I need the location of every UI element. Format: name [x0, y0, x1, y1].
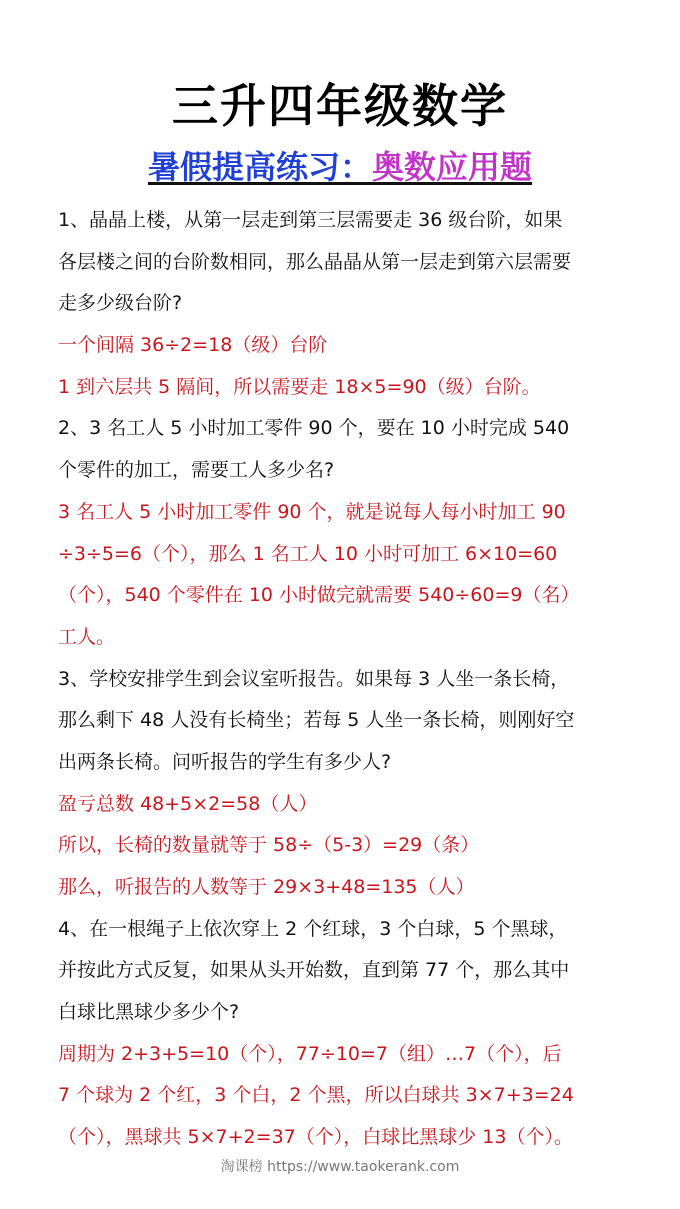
answer-line: 那么，听报告的人数等于 29×3+48=135（人） — [58, 876, 475, 898]
question-line: 那么剩下 48 人没有长椅坐；若每 5 人坐一条长椅，则刚好空 — [58, 709, 575, 732]
question-line: 出两条长椅。问听报告的学生有多少人? — [58, 750, 392, 773]
answer-line: 所以，长椅的数量就等于 58÷（5-3）=29（条） — [58, 834, 480, 857]
answer-line: ÷3÷5=6（个），那么 1 名工人 10 小时可加工 6×10=60 — [58, 542, 558, 565]
answer-line: 1 到六层共 5 隔间，所以需要走 18×5=90（级）台阶。 — [58, 375, 541, 398]
answer-line: （个），黑球共 5×7+2=37（个），白球比黑球少 13（个）。 — [58, 1126, 573, 1149]
page-subtitle — [0, 144, 680, 190]
question-line: 白球比黑球少多少个? — [58, 1001, 240, 1024]
question-line: 并按此方式反复，如果从头开始数，直到第 77 个，那么其中 — [58, 959, 570, 982]
question-line: 各层楼之间的台阶数相同，那么晶晶从第一层走到第六层需要 — [58, 250, 572, 273]
question-line: 4、在一根绳子上依次穿上 2 个红球，3 个白球，5 个黑球， — [58, 917, 568, 940]
answer-line: 周期为 2+3+5=10（个），77÷10=7（组）…7（个），后 — [58, 1042, 562, 1065]
answer-line: 工人。 — [58, 625, 116, 648]
subtitle-part-topic: 奥数应用题 — [372, 148, 533, 186]
answer-line: 7 个球为 2 个红，3 个白，2 个黑，所以白球共 3×7+3=24 — [58, 1084, 574, 1107]
subtitle-part-practice: 暑假提高练习： — [147, 148, 372, 186]
answer-line: 3 名工人 5 小时加工零件 90 个，就是说每人每小时加工 90 — [58, 500, 566, 523]
question-line: 3、学校安排学生到会议室听报告。如果每 3 人坐一条长椅， — [58, 667, 570, 690]
watermark-footer: 淘课榜 https://www.taokerank.com — [220, 1159, 460, 1175]
question-line: 1、晶晶上楼，从第一层走到第三层需要走 36 级台阶，如果 — [58, 209, 563, 231]
page-title: 三升四年级数学 — [172, 79, 508, 133]
answer-line: （个），540 个零件在 10 小时做完就需要 540÷60=9（名） — [58, 584, 580, 607]
question-line: 2、3 名工人 5 小时加工零件 90 个，要在 10 小时完成 540 — [58, 417, 570, 440]
answer-line: 一个间隔 36÷2=18（级）台阶 — [58, 334, 328, 357]
answer-line: 盈亏总数 48+5×2=58（人） — [58, 792, 318, 815]
question-line: 个零件的加工，需要工人多少名? — [58, 459, 335, 482]
question-line: 走多少级台阶? — [58, 292, 183, 315]
problem-list — [58, 200, 628, 1159]
